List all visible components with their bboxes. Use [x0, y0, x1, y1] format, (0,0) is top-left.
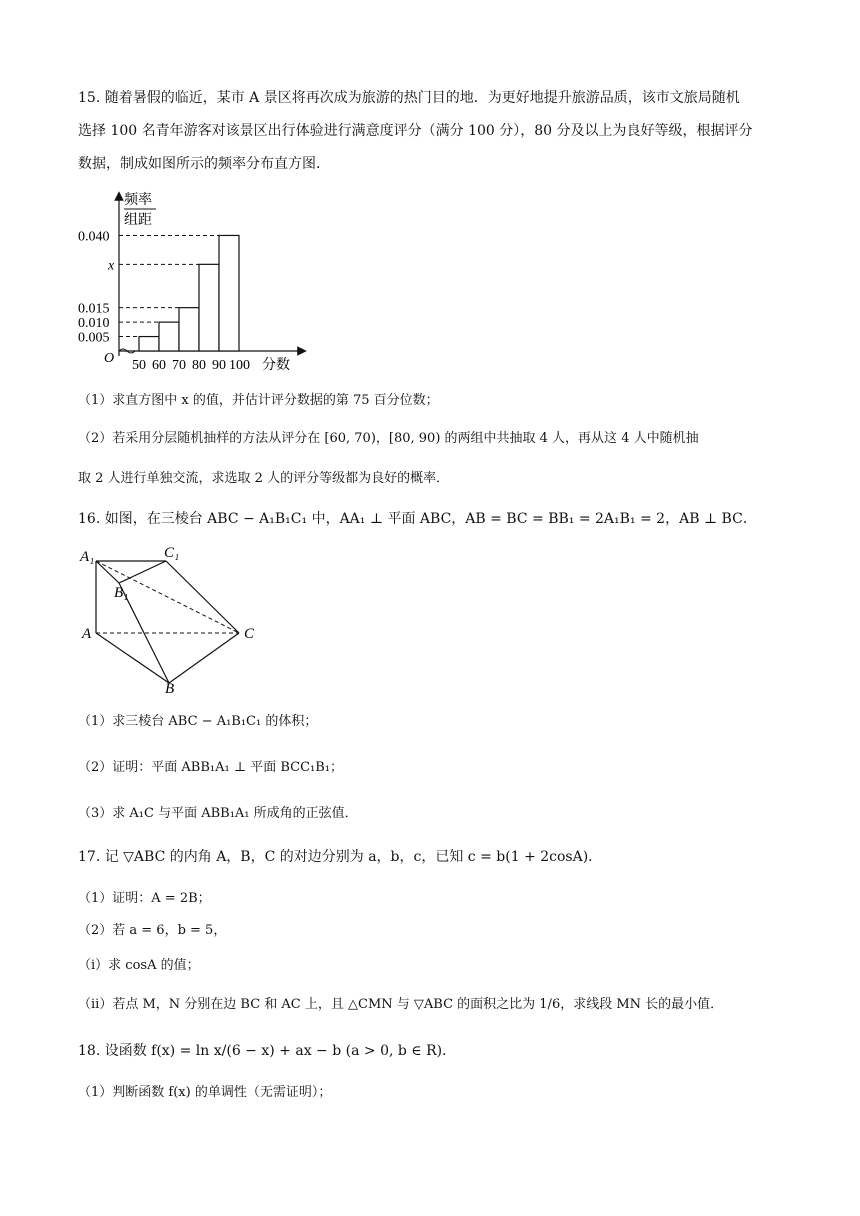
q16-part-2: （2）证明：平面 ABB₁A₁ ⊥ 平面 BCC₁B₁；: [78, 760, 343, 775]
q16-part-3: （3）求 A₁C 与平面 ABB₁A₁ 所成角的正弦值．: [78, 806, 358, 821]
q17-part-2-i: （i）求 cosA 的值；: [78, 958, 200, 973]
q16-part-1: （1）求三棱台 ABC − A₁B₁C₁ 的体积；: [78, 714, 318, 729]
q17-stem: 17. 记 ▽ABC 的内角 A，B，C 的对边分别为 a，b，c，已知 c = b(1 + 2cosA)．: [78, 849, 603, 865]
q18-part-1: （1）判断函数 f(x) 的单调性（无需证明）；: [78, 1085, 332, 1100]
vertex-a1-label: A₁: [80, 549, 95, 565]
ylabel-top: 频率: [124, 193, 152, 208]
y-tick-label: 0.010: [78, 316, 110, 332]
x-tick-label: 100: [229, 358, 250, 373]
q15-part-2a: （2）若采用分层随机抽样的方法从评分在 [60, 70)，[80, 90) 的两组中共抽取 4 人，再从这 4 人中随机抽: [78, 431, 699, 446]
histogram-bar-70-80: [179, 308, 199, 351]
vertex-a-label: A: [82, 626, 92, 642]
y-tick-label: 0.005: [78, 330, 110, 346]
vertex-c1-label: C₁: [164, 545, 180, 561]
q17-part-2: （2）若 a = 6，b = 5，: [78, 923, 227, 938]
frustum-figure: [76, 545, 276, 695]
q15-part-1: （1）求直方图中 x 的值，并估计评分数据的第 75 百分位数；: [78, 393, 439, 408]
histogram-bar-50-60: [139, 337, 159, 351]
q18-stem: 18. 设函数 f(x) = ln x/(6 − x) + ax − b (a > 0, b ∈ R)．: [78, 1043, 457, 1059]
x-tick-label: 80: [192, 358, 206, 373]
y-tick-label: 0.015: [78, 301, 110, 317]
vertex-b-label: B: [165, 681, 175, 695]
q15-line-3: 数据，制成如图所示的频率分布直方图．: [78, 156, 330, 172]
x-tick-label: 70: [172, 358, 186, 373]
frequency-histogram: [72, 188, 332, 378]
q15-line-1: 15. 随着暑假的临近，某市 A 景区将再次成为旅游的热门目的地．为更好地提升旅游品质，该市文旅局随机: [78, 90, 740, 106]
q17-part-1: （1）证明：A = 2B；: [78, 891, 211, 906]
histogram-bar-60-70: [159, 322, 179, 351]
q15-part-2b: 取 2 人进行单独交流，求选取 2 人的评分等级都为良好的概率．: [78, 471, 450, 486]
vertex-b1-label: B₁: [114, 585, 129, 601]
vertex-c-label: C: [244, 626, 255, 642]
x-axis-label: 分数: [262, 358, 290, 373]
x-tick-label: 90: [212, 358, 226, 373]
y-tick-label: 0.040: [78, 229, 110, 245]
histogram-bar-90-100: [219, 235, 239, 351]
x-tick-label: 50: [132, 358, 146, 373]
ylabel-bottom: 组距: [124, 213, 152, 228]
q15-line-2: 选择 100 名青年游客对该景区出行体验进行满意度评分（满分 100 分），80 分及以上为良好等级，根据评分: [78, 123, 753, 139]
x-tick-label: 60: [152, 358, 166, 373]
q17-part-2-ii: （ii）若点 M，N 分别在边 BC 和 AC 上，且 △CMN 与 ▽ABC 的面积之比为 1/6，求线段 MN 长的最小值．: [78, 997, 724, 1012]
histogram-bar-80-90: [199, 264, 219, 351]
y-tick-label: x: [108, 258, 115, 274]
origin-label: O: [104, 351, 115, 366]
q16-stem: 16. 如图，在三棱台 ABC − A₁B₁C₁ 中，AA₁ ⊥ 平面 ABC，AB = BC = BB₁ = 2A₁B₁ = 2，AB ⊥ BC．: [78, 511, 757, 527]
